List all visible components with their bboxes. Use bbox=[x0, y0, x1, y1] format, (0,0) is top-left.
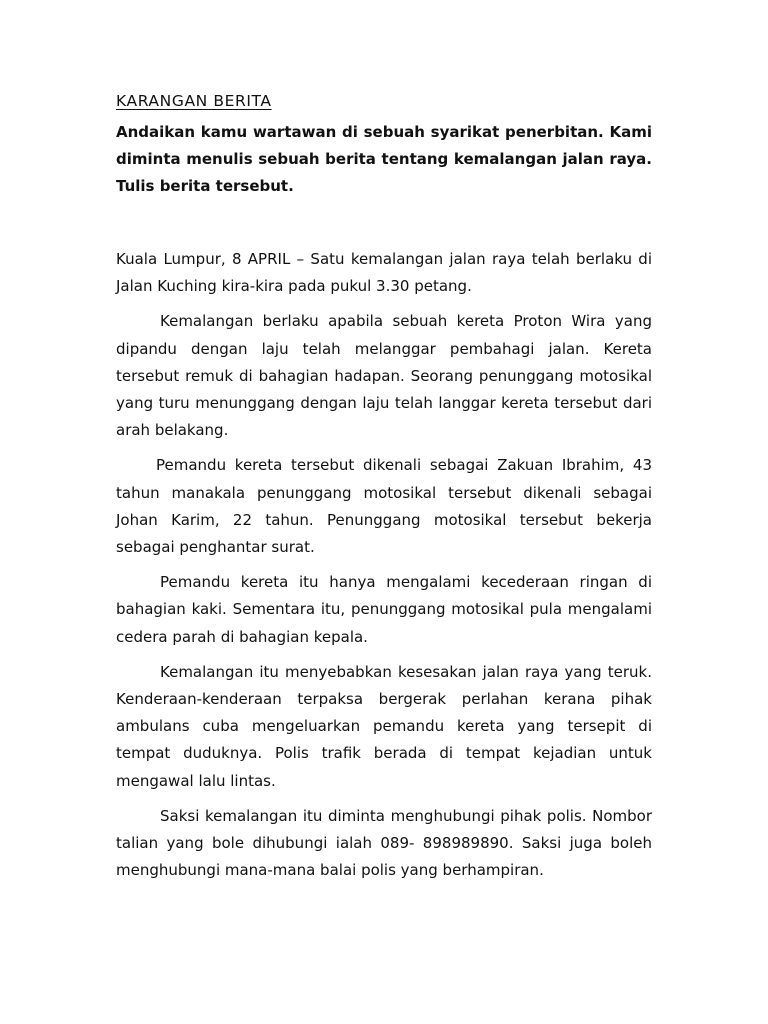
document-title: KARANGAN BERITA bbox=[116, 92, 272, 110]
document-page bbox=[116, 88, 652, 892]
paragraph-dateline: Kuala Lumpur, 8 APRIL – Satu kemalangan jalan raya telah berlaku di Jalan Kuching kira-kira pada pukul 3.30 petang. bbox=[116, 250, 652, 296]
paragraph-identities: Pemandu kereta tersebut dikenali sebagai Zakuan Ibrahim, 43 tahun manakala penunggang motosikal tersebut dikenali sebagai Johan Karim, 22 tahun. Penunggang motosikal tersebut bekerja sebagai penghantar surat. bbox=[116, 456, 652, 557]
paragraph-witnesses: Saksi kemalangan itu diminta menghubungi pihak polis. Nombor talian yang bole dihubungi ialah 089- 898989890. Saksi juga boleh menghubungi mana-mana balai polis yang berhampiran. bbox=[116, 806, 652, 880]
essay-prompt: Andaikan kamu wartawan di sebuah syarikat penerbitan. Kami diminta menulis sebuah berita tentang kemalangan jalan raya. Tulis berita tersebut. bbox=[116, 123, 652, 195]
paragraph-injuries: Pemandu kereta itu hanya mengalami kecederaan ringan di bahagian kaki. Sementara itu, penunggang motosikal pula mengalami cedera parah di bahagian kepala. bbox=[116, 573, 652, 646]
paragraph-accident: Kemalangan berlaku apabila sebuah kereta Proton Wira yang dipandu dengan laju telah melanggar pembahagi jalan. Kereta tersebut remuk di bahagian hadapan. Seorang penunggang motosikal yang turu menunggang dengan laju telah langgar kereta tersebut dari arah belakang. bbox=[116, 312, 652, 440]
paragraph-traffic: Kemalangan itu menyebabkan kesesakan jalan raya yang teruk. Kenderaan-kenderaan terpaksa bergerak perlahan kerana pihak ambulans cuba mengeluarkan pemandu kereta yang tersepit di tempat duduknya. Polis trafik berada di tempat kejadian untuk mengawal lalu lintas. bbox=[116, 662, 652, 790]
